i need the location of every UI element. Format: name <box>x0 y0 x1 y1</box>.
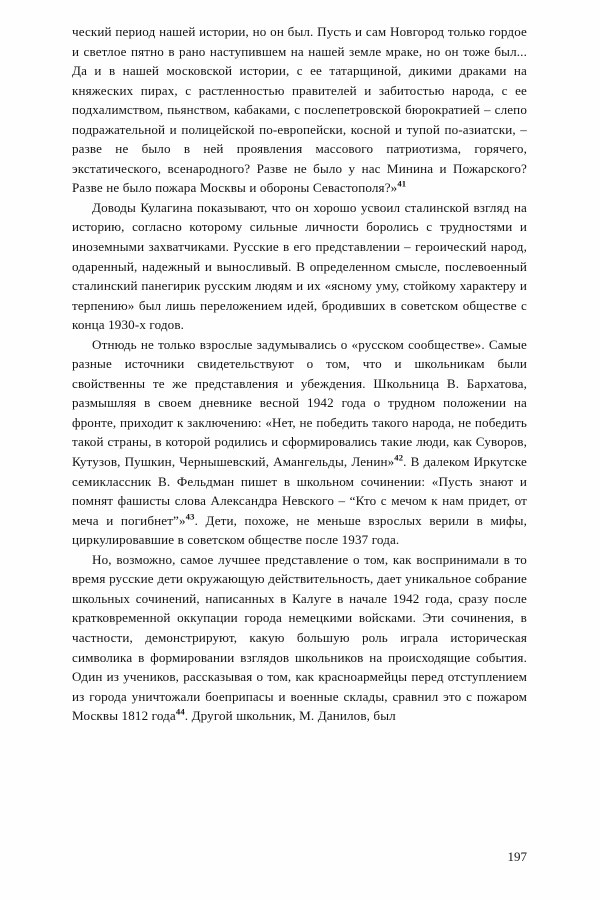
paragraph-kaluga-essays <box>72 550 527 726</box>
footnote-marker-41: 41 <box>397 179 407 190</box>
paragraph-segment: . Другой школьник, М. Данилов, был <box>184 708 396 724</box>
paragraph-segment: Но, возможно, самое лучшее представление о том, как воспринимали в то время русские дети окружающую действительность, дает уникальное собрание школьных сочинений, написанных в Калуге в начале 1942 года, сразу после кратковременной оккупации города немецкими войсками. Эти сочинения, в частности, демонстрируют, какую большую роль играла историческая символика в формировании взглядов школьников на происходящие события. Один из учеников, рассказывая о том, как красноармейцы перед отступлением из города уничтожали боеприпасы и военные склады, сравнил это с пожаром Москвы 1812 года <box>72 551 527 724</box>
paragraph-quoted-passage <box>72 22 527 198</box>
page-text-block <box>72 22 527 726</box>
paragraph-segment: . Дети, похоже, не меньше взрослых верили в мифы, циркулировавшие в советском обществе после 1937 года. <box>72 512 527 548</box>
paragraph-text: Доводы Кулагина показывают, что он хорошо усвоил сталинской взгляд на историю, согласно которому сильные личности боролись с трудностями и иноземными захватчиками. Русские в его представлении – героический народ, одаренный, надежный и выносливый. В определенном смысле, послевоенный сталинский панегирик русским людям и их «ясному уму, стойкому характеру и терпению» был лишь переложением идей, бродивших в советском обществе с конца 1930-х годов. <box>72 199 527 333</box>
footnote-marker-43: 43 <box>185 511 195 522</box>
paragraph-segment: . В далеком Иркутске семиклассник В. Фельдман пишет в школьном сочинении: «Пусть знают и помнят фашисты слова Александра Невского – “Кто с мечом к нам придет, от меча и погибнет”» <box>72 454 527 528</box>
page-number: 197 <box>507 849 527 864</box>
paragraph-text: ческий период нашей истории, но он был. Пусть и сам Новгород только гордое и светлое пятно в рано наступившем на нашей земле мраке, но он тоже был... Да и в нашей московской истории, с ее татарщиной, дикими драками на княжеских пирах, с растленностью правителей и забитостью народа, с ее подхалимством, пьянством, кабаками, с послепетровской бюрократией – слепо подражательной и полицейской по-европейски, косной и тупой по-азиатски, – разве не было в ней проявления массового патриотизма, горячего, экстатического, всенародного? Разве не было у нас Минина и Пожарского? Разве не было пожара Москвы и обороны Севастополя?» <box>72 24 527 196</box>
footnote-marker-42: 42 <box>394 452 404 463</box>
footnote-marker-44: 44 <box>175 706 185 717</box>
paragraph-segment: Отнюдь не только взрослые задумывались о «русском сообществе». Самые разные источники свидетельствуют о том, что и школьникам были свойственны те же представления и убеждения. Школьница В. Бархатова, размышляя в своем дневнике весной 1942 года о трудном положении на фронте, приходит к заключению: «Нет, не победить такого народа, не победить такой страны, в которой родились и сформировались такие люди, как Суворов, Кутузов, Пушкин, Чернышевский, Амангельды, Ленин» <box>72 336 527 470</box>
paragraph-kulagin-argument <box>72 198 527 335</box>
paragraph-schoolchildren-beliefs <box>72 335 527 550</box>
